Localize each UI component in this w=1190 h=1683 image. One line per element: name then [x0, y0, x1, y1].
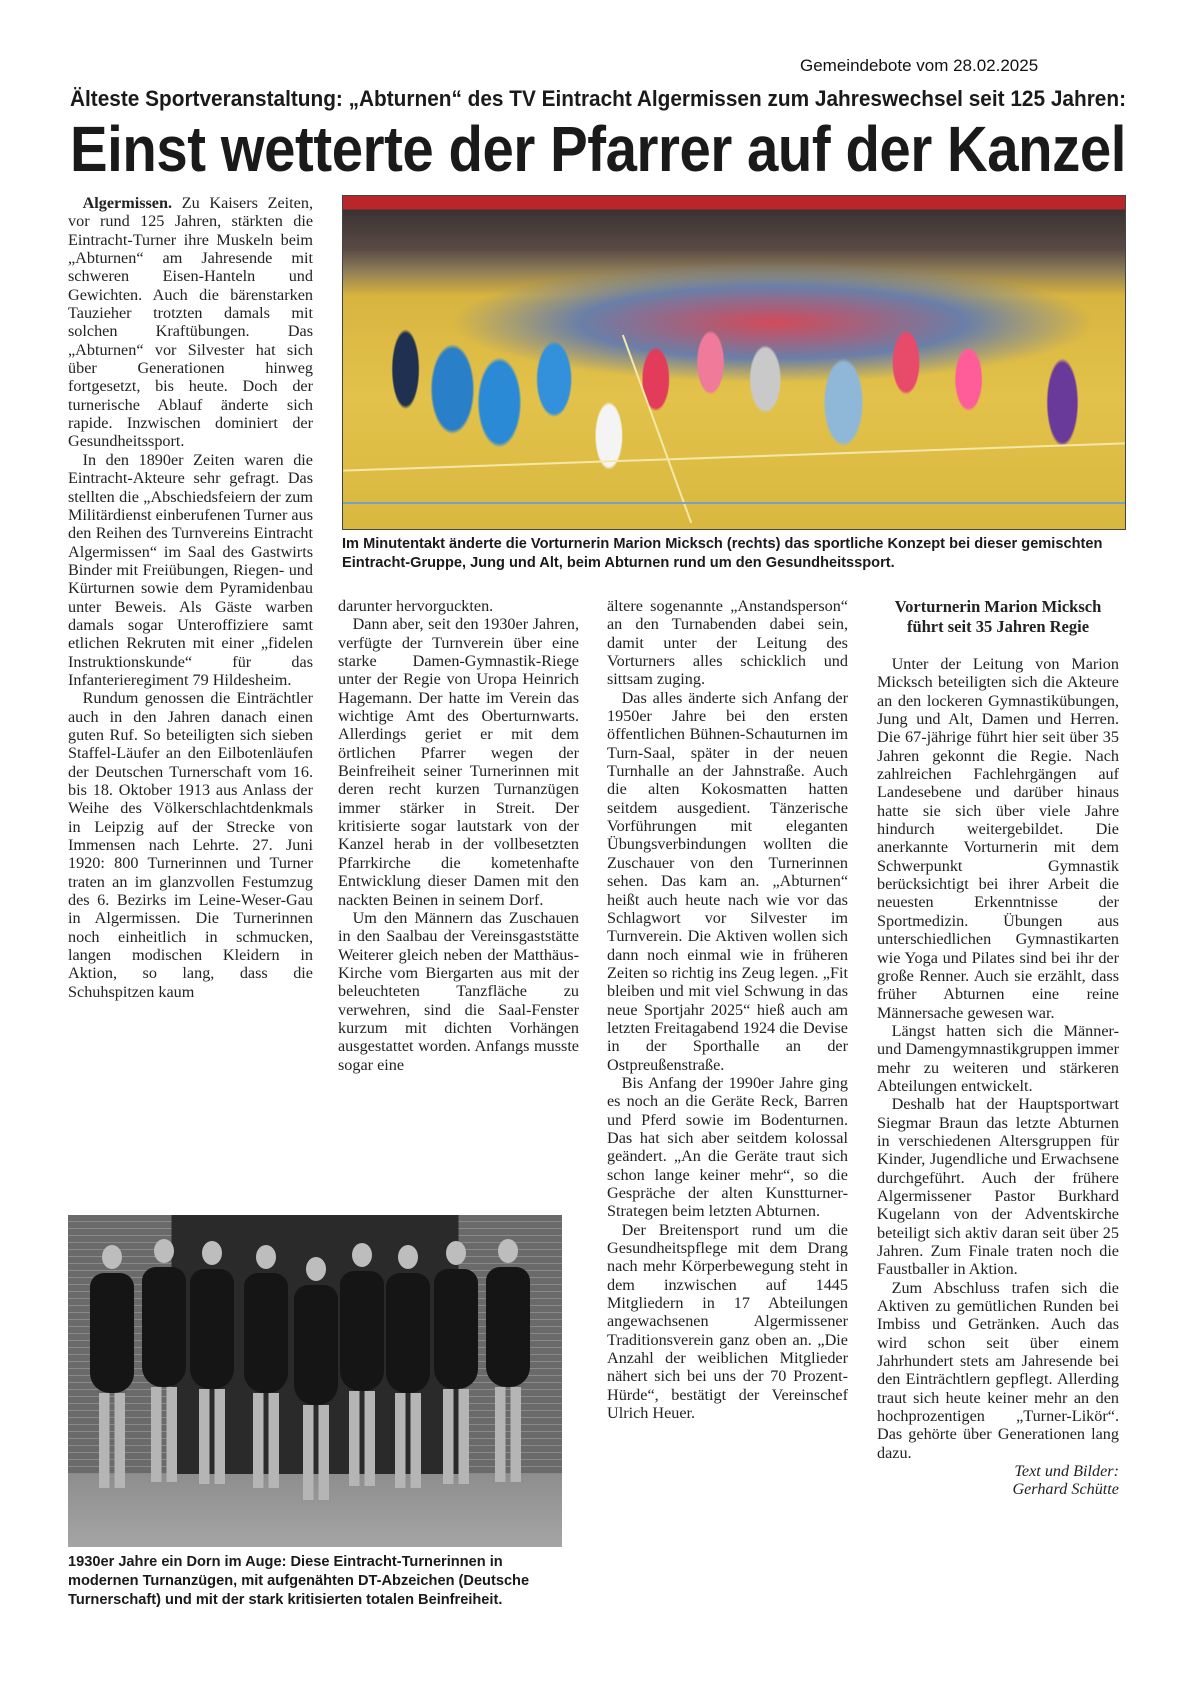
photo-historic-gymnasts: [68, 1215, 562, 1547]
figure-gymnast: [142, 1239, 186, 1482]
photo-caption: 1930er Jahre ein Dorn im Auge: Diese Eintracht-Turnerinnen in modernen Turnanzügen, mit aufgenähten DT-Abzeichen (Deutsche Turnerschaft) und mit der stark kritisierten totalen Beinfreiheit.: [68, 1554, 530, 1608]
paragraph: darunter hervorguckten.: [338, 597, 494, 615]
figure-gymnast: [294, 1257, 338, 1500]
figure-gymnast: [244, 1245, 288, 1488]
subheading-line: Vorturnerin Marion Micksch: [894, 597, 1102, 616]
paragraph: Deshalb hat der Hauptsportwart Siegmar Braun das letzte Abturnen in verschiedenen Altersgruppen für Kinder, Jugendliche und Erwachsene durchgeführt. Auch der frühere Algermissener Pastor Burkhard Kugelann von der Adventskirche beteiligt sich aktiv daran seit über 25 Jahren. Zum Finale traten noch die Faustballer in Aktion.: [877, 1095, 1119, 1279]
headline-text: Einst wetterte der Pfarrer auf der Kanzel: [70, 113, 1126, 185]
article-column-1: [68, 194, 313, 1001]
paragraph: In den 1890er Zeiten waren die Eintracht-Akteure sehr gefragt. Das stellten die „Abschiedsfeiern der zum Militärdienst einberufenen Turner aus den Reihen des Turnvereins Eintracht Algermissen“ im Saal des Gastwirts Binder mit Freiübungen, Riegen- und Kürturnen sowie dem Pyramidenbau unter Beweis. Als Gäste warben damals sogar Unteroffiziere samt etlichen Rekruten mit einer „fidelen Instruktionskunde“ für das Infanterieregiment 79 Hildesheim.: [68, 450, 314, 689]
paragraph: Rundum genossen die Einträchtler auch in den Jahren danach einen guten Ruf. So beteiligten sich sieben Staffel-Läufer an den Eilbotenläufen der Deutschen Turnerschaft vom 16. bis 18. Oktober 1913 aus Anlass der Weihe des Völkerschlachtdenkmals in Leipzig auf der Strecke von Immensen nach Lehrte. 27. Juni 1920: 800 Turnerinnen und Turner traten an im glanzvollen Festumzug des 6. Bezirks im Leine-Weser-Gau in Algermissen. Die Turnerinnen noch einheitlich in schmucken, langen modischen Kleidern in Aktion, so lang, dass die Schuhspitzen kaum: [68, 689, 313, 1001]
photo-caption: Im Minutentakt änderte die Vorturnerin Marion Micksch (rechts) das sportliche Konzept bei dieser gemischten Eintracht-Gruppe, Jung und Alt, beim Abturnen rund um den Gesundheitssport.: [342, 536, 1103, 571]
subheading-line: führt seit 35 Jahren Regie: [906, 617, 1090, 636]
paragraph: Längst hatten sich die Männer- und Damengymnastikgruppen immer mehr zu weiteren und stärkeren Abteilungen entwickelt.: [877, 1021, 1119, 1095]
paragraph: Bis Anfang der 1990er Jahre ging es noch an die Geräte Reck, Barren und Pferd sowie im Bodenturnen. Das hat sich aber seitdem kolossal geändert. „An die Geräte traut sich schon lange keiner mehr“, so die Gespräche der alten Kunstturner-Strategen beim letzten Abturnen.: [607, 1073, 848, 1221]
article-kicker: [70, 86, 1126, 112]
paragraph: Der Breitensport rund um die Gesundheitspflege mit dem Drang nach mehr Körperbewegung steht in dem inzwischen auf 1445 Mitgliedern in 17 Abteilungen angewachsenen Algermissener Traditionsverein ganz oben an. „Die Anzahl der weiblichen Mitglieder nähert sich bei uns der 70 Prozent-Hürde“, bestätigt der Vereinschef Ulrich Heuer.: [607, 1220, 848, 1423]
byline-author: Gerhard Schütte: [1012, 1480, 1119, 1499]
floor-line: [343, 442, 1125, 471]
kicker-text: Älteste Sportveranstaltung: „Abturnen“ des TV Eintracht Algermissen zum Jahreswechsel seit 125 Jahren:: [70, 86, 1126, 111]
article-column-2: [338, 597, 579, 1074]
article-column-3: [607, 597, 848, 1422]
floor-line: [622, 335, 692, 523]
byline: [877, 1462, 1119, 1499]
paragraph: Zu Kaisers Zeiten, vor rund 125 Jahren, stärkten die Eintracht-Turner ihre Muskeln beim „Abturnen“ am Jahresende mit schweren Eisen-Hanteln und Gewichten. Auch die bärenstarken Tauzieher trotzten damals mit solchen Kraftübungen. Das „Abturnen“ vor Silvester hat sich über Generationen hinweg fortgesetzt, bis heute. Doch der turnerische Ablauf änderte sich rapide. Inzwischen dominiert der Gesundheitssport.: [68, 194, 313, 451]
paragraph: Unter der Leitung von Marion Micksch beteiligten sich die Akteure an den lockeren Gymnastikübungen, Jung und Alt, Damen und Herren. Die 67-jährige führt hier seit über 35 Jahren gekonnt die Regie. Nach zahlreichen Fachlehrgängen auf Landesebene und darüber hinaus hatte sie sich über viele Jahre hindurch weitergebildet. Die anerkannte Vorturnerin mit dem Schwerpunkt Gymnastik berücksichtigt bei ihrer Arbeit die neuesten Erkenntnisse der Sportmedizin. Übungen aus unterschiedlichen Gymnastikarten wie Yoga und Pilates sind bei ihr der große Renner. Auch sie erzählt, dass früher Abturnen eine reine Männersache gewesen war.: [877, 655, 1119, 1022]
paragraph: ältere sogenannte „Anstandsperson“ an den Turnabenden dabei sein, damit unter der Leitung des Vorturners alles schicklich und sittsam zuging.: [607, 597, 848, 689]
paragraph: Um den Männern das Zuschauen in den Saalbau der Vereinsgaststätte Weiterer gleich neben der Matthäus-Kirche vom Biergarten aus mit der beleuchteten Tanzfläche zu verwehren, sind die Saal-Fenster kurzum mit dichten Vorhängen ausgestattet worden. Anfangs musste sogar eine: [338, 908, 579, 1074]
subheading: [877, 597, 1119, 637]
figure-gymnast: [386, 1245, 430, 1488]
article-column-4: [877, 597, 1119, 1499]
floor-line: [343, 502, 1125, 504]
paragraph: Dann aber, seit den 1930er Jahren, verfügte der Turnverein über eine starke Damen-Gymnastik-Riege unter der Regie von Uropa Heinrich Hagemann. Der hatte im Verein das wichtige Amt des Oberturnwarts. Allerdings geriet er mit dem örtlichen Pfarrer wegen der Beinfreiheit seiner Turnerinnen mit deren recht kurzen Turnanzügen immer stärker in Streit. Der kritisierte sogar lautstark von der Kanzel herab in der vollbesetzten Pfarrkirche die kometenhafte Entwicklung dieser Damen mit den nackten Beinen in seinem Dorf.: [338, 615, 579, 909]
dateline: Algermissen.: [82, 194, 173, 212]
figure-gymnast: [190, 1241, 234, 1484]
figure-gymnast: [340, 1243, 384, 1486]
figure-gymnast: [486, 1239, 530, 1482]
figure-gymnast: [434, 1241, 478, 1484]
paragraph: Zum Abschluss trafen sich die Aktiven zu gemütlichen Runden bei Imbiss und Getränken. Auch das wird schon seit über einem Jahrhundert stets am Jahresende bei den Einträchtlern gepflegt. Allerding traut sich heute keiner mehr an den hochprozentigen „Turner-Likör“. Das gehörte über Generationen lang dazu.: [877, 1278, 1119, 1462]
byline-line: Text und Bilder:: [1014, 1462, 1119, 1481]
figure-gymnast: [90, 1245, 134, 1488]
photo-gym-group-exercise: [342, 195, 1126, 530]
paragraph: Das alles änderte sich Anfang der 1950er Jahre bei den ersten öffentlichen Bühnen-Schauturnen im Turn-Saal, später in der neuen Turnhalle an der Jahnstraße. Auch die alten Kokosmatten hatten seitdem ausgedient. Tänzerische Vorführungen mit eleganten Übungsverbindungen wollten die Zuschauer von den Turnerinnen sehen. Das kam an. „Abturnen“ heißt auch heute nach wie vor das Schlagwort vor Silvester im Turnverein. Die Aktiven wollen sich dann noch einmal wie in früheren Zeiten so richtig ins Zeug legen. „Fit bleiben und mit viel Schwung in das neue Sportjahr 2025“ hieß auch am letzten Freitagabend 1924 die Devise in der Sporthalle an der Ostpreußenstraße.: [607, 688, 848, 1074]
publication-source-date: Gemeindebote vom 28.02.2025: [800, 56, 1039, 75]
article-headline: [70, 112, 1126, 186]
